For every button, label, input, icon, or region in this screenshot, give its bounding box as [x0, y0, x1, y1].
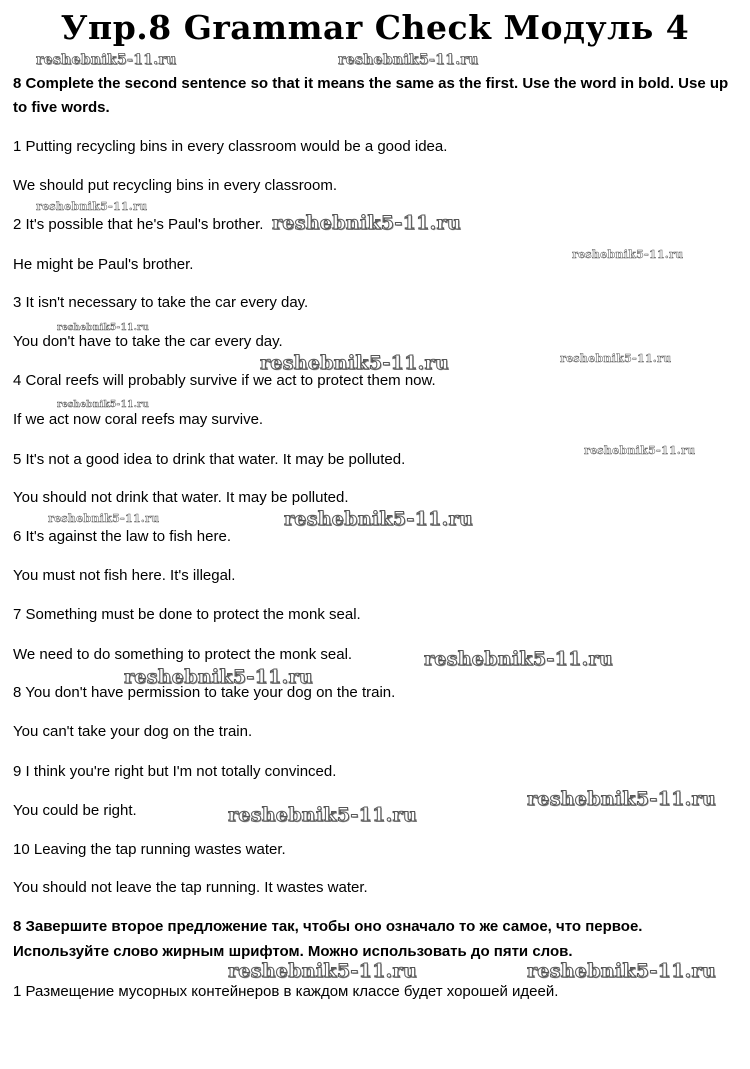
item-7-answer: We need to do something to protect the monk seal. — [13, 646, 353, 663]
item-9-prompt: 9 I think you're right but I'm not totally convinced. — [13, 763, 337, 780]
item-6-answer: You must not fish here. It's illegal. — [13, 567, 236, 584]
watermark: reshebnik5-11.ru — [228, 960, 417, 982]
page-title: Упр.8 Grammar Check Модуль 4 — [60, 8, 690, 47]
watermark: reshebnik5-11.ru — [560, 352, 672, 365]
instruction-en-line-1: 8 Complete the second sentence so that it means the same as the first. Use the word in bold. Use up — [13, 75, 729, 92]
instruction-ru-line-1: 8 Завершите второе предложение так, чтобы оно означало то же самое, что первое. — [13, 918, 643, 935]
watermark: reshebnik5-11.ru — [48, 512, 160, 525]
watermark: reshebnik5-11.ru — [228, 804, 417, 826]
watermark: reshebnik5-11.ru — [338, 52, 479, 68]
watermark: reshebnik5-11.ru — [57, 400, 150, 410]
item-4-answer: If we act now coral reefs may survive. — [13, 411, 264, 428]
item-10-answer: You should not leave the tap running. It wastes water. — [13, 879, 368, 896]
item-2-prompt: 2 It's possible that he's Paul's brother. — [13, 216, 264, 233]
watermark: reshebnik5-11.ru — [57, 323, 150, 333]
watermark: reshebnik5-11.ru — [527, 788, 716, 810]
watermark: reshebnik5-11.ru — [584, 444, 696, 457]
watermark: reshebnik5-11.ru — [424, 648, 613, 670]
watermark: reshebnik5-11.ru — [272, 212, 461, 234]
item-3-prompt: 3 It isn't necessary to take the car every day. — [13, 294, 309, 311]
instruction-en-line-2: to five words. — [13, 99, 110, 116]
watermark: reshebnik5-11.ru — [527, 960, 716, 982]
item-8-answer: You can't take your dog on the train. — [13, 723, 253, 740]
item-2-answer: He might be Paul's brother. — [13, 256, 194, 273]
item-1-answer: We should put recycling bins in every classroom. — [13, 177, 338, 194]
item-5-answer: You should not drink that water. It may be polluted. — [13, 489, 349, 506]
watermark: reshebnik5-11.ru — [260, 352, 449, 374]
item-9-answer: You could be right. — [13, 802, 137, 819]
watermark: reshebnik5-11.ru — [36, 52, 177, 68]
item-6-prompt: 6 It's against the law to fish here. — [13, 528, 231, 545]
item-5-prompt: 5 It's not a good idea to drink that water. It may be polluted. — [13, 451, 406, 468]
item-4-prompt: 4 Coral reefs will probably survive if we act to protect them now. — [13, 372, 436, 389]
instruction-ru-line-2: Используйте слово жирным шрифтом. Можно использовать до пяти слов. — [13, 943, 573, 960]
item-1-prompt: 1 Putting recycling bins in every classroom would be a good idea. — [13, 138, 448, 155]
watermark: reshebnik5-11.ru — [124, 666, 313, 688]
watermark: reshebnik5-11.ru — [284, 508, 473, 530]
item-8-prompt: 8 You don't have permission to take your dog on the train. — [13, 684, 396, 701]
item-3-answer: You don't have to take the car every day. — [13, 333, 283, 350]
watermark: reshebnik5-11.ru — [36, 200, 148, 213]
item-7-prompt: 7 Something must be done to protect the monk seal. — [13, 606, 361, 623]
item-ru-1-prompt: 1 Размещение мусорных контейнеров в каждом классе будет хорошей идеей. — [13, 983, 559, 1000]
watermark: reshebnik5-11.ru — [572, 248, 684, 261]
item-10-prompt: 10 Leaving the tap running wastes water. — [13, 841, 286, 858]
